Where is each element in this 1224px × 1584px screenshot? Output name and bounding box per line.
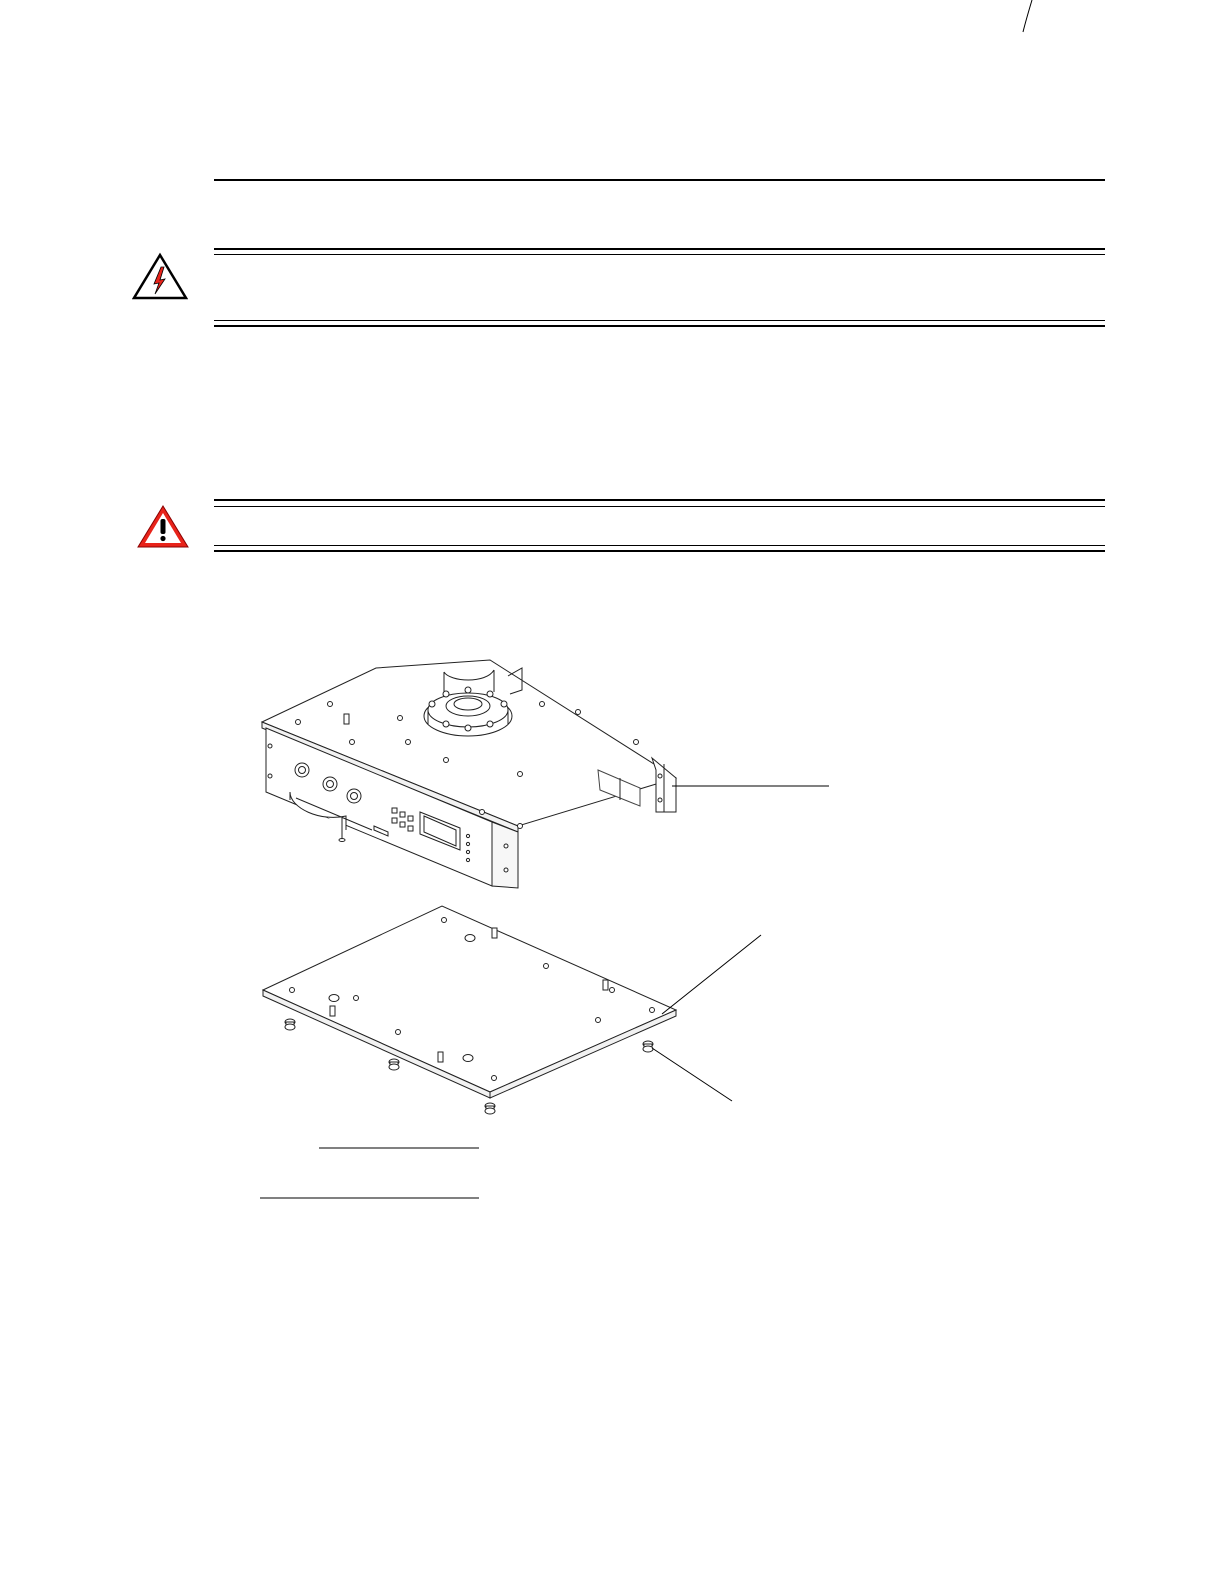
- page-edge-stroke: [1023, 0, 1032, 32]
- base-assembly: [262, 660, 676, 888]
- bottom-cover-callout: [662, 935, 761, 1014]
- foot: [285, 1019, 295, 1030]
- foot: [643, 1041, 653, 1052]
- foot-callout: [652, 1048, 732, 1101]
- foot: [389, 1059, 399, 1070]
- foot: [485, 1103, 495, 1114]
- bottom-cover: [263, 906, 676, 1098]
